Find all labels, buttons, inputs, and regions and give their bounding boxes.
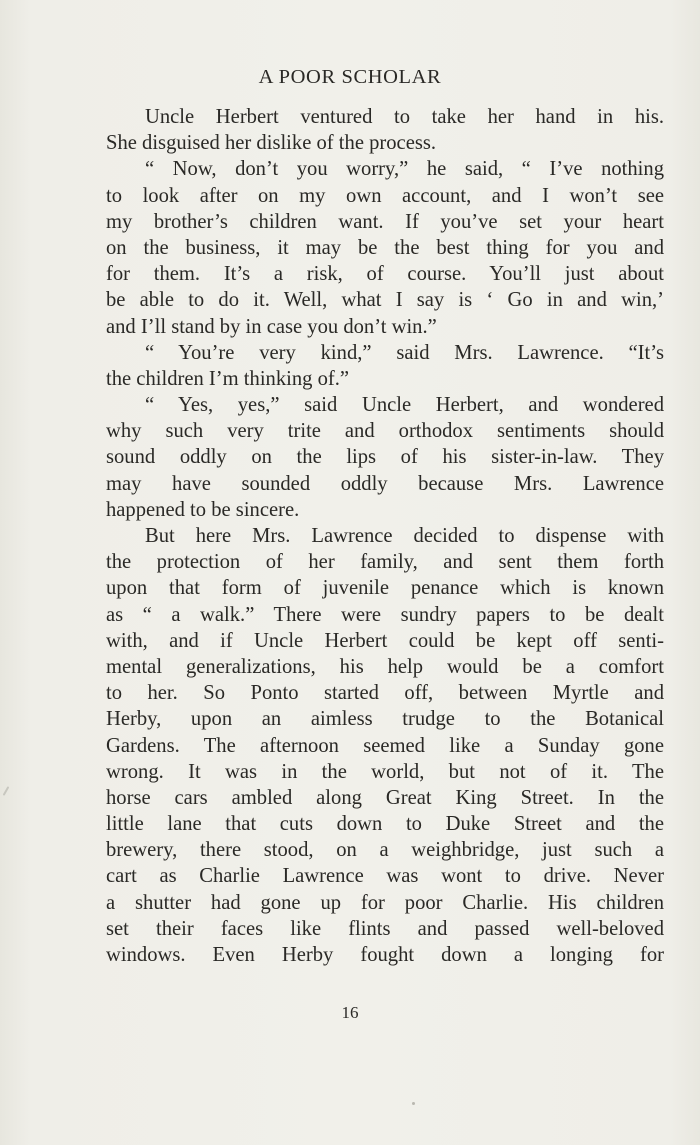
text-line: the children I’m thinking of.” [106,367,350,390]
text-line: set their faces like flints and passed well-beloved [106,917,664,940]
text-line: windows. Even Herby fought down a longing for [106,944,664,966]
running-head: A POOR SCHOLAR [258,66,442,88]
text-line: as “ a walk.” There were sundry papers to be dealt [106,603,664,626]
margin-mark [3,786,10,796]
text-line: “ Now, don’t you worry,” he said, “ I’ve nothing [145,158,664,181]
text-line: happened to be sincere. [106,498,300,521]
text-line: with, and if Uncle Herbert could be kept off senti- [106,629,664,652]
page-number: 16 [341,1003,359,1022]
text-line: sound oddly on the lips of his sister-in-law. They [106,446,664,469]
text-line: Herby, upon an aimless trudge to the Botanical [106,708,664,731]
text-line: my brother’s children want. If you’ve set your heart [106,210,664,233]
text-line: upon that form of juvenile penance which is known [106,577,664,600]
text-line: “ Yes, yes,” said Uncle Herbert, and wondered [145,394,664,417]
text-line: why such very trite and orthodox sentiments should [106,420,664,443]
text-line: She disguised her dislike of the process. [106,132,437,155]
text-line: brewery, there stood, on a weighbridge, just such a [106,839,664,862]
text-line: wrong. It was in the world, but not of it. The [106,760,664,783]
text-line: and I’ll stand by in case you don’t win.” [106,315,437,338]
text-line: to look after on my own account, and I won’t see [106,184,664,207]
text-line: may have sounded oddly because Mrs. Lawrence [106,472,664,495]
text-line: the protection of her family, and sent them forth [106,551,664,574]
text-line: to her. So Ponto started off, between Myrtle and [106,682,664,705]
text-line: But here Mrs. Lawrence decided to dispense with [145,525,664,547]
text-line: Gardens. The afternoon seemed like a Sunday gone [106,734,664,757]
text-line: cart as Charlie Lawrence was wont to drive. Never [106,865,664,888]
body-text [106,104,664,968]
text-line: on the business, it may be the best thing for you and [106,236,664,259]
text-line: horse cars ambled along Great King Street. In the [106,786,664,809]
text-line: Uncle Herbert ventured to take her hand in his. [145,106,664,128]
text-line: little lane that cuts down to Duke Street and the [106,813,664,836]
text-line: mental generalizations, his help would be a comfort [106,655,664,678]
text-line: for them. It’s a risk, of course. You’ll just about [106,263,664,286]
text-line: be able to do it. Well, what I say is ‘ Go in and win,’ [106,289,664,312]
text-line: “ You’re very kind,” said Mrs. Lawrence. “It’s [145,341,664,364]
ink-speck [412,1102,415,1105]
text-line: a shutter had gone up for poor Charlie. His children [106,891,664,914]
